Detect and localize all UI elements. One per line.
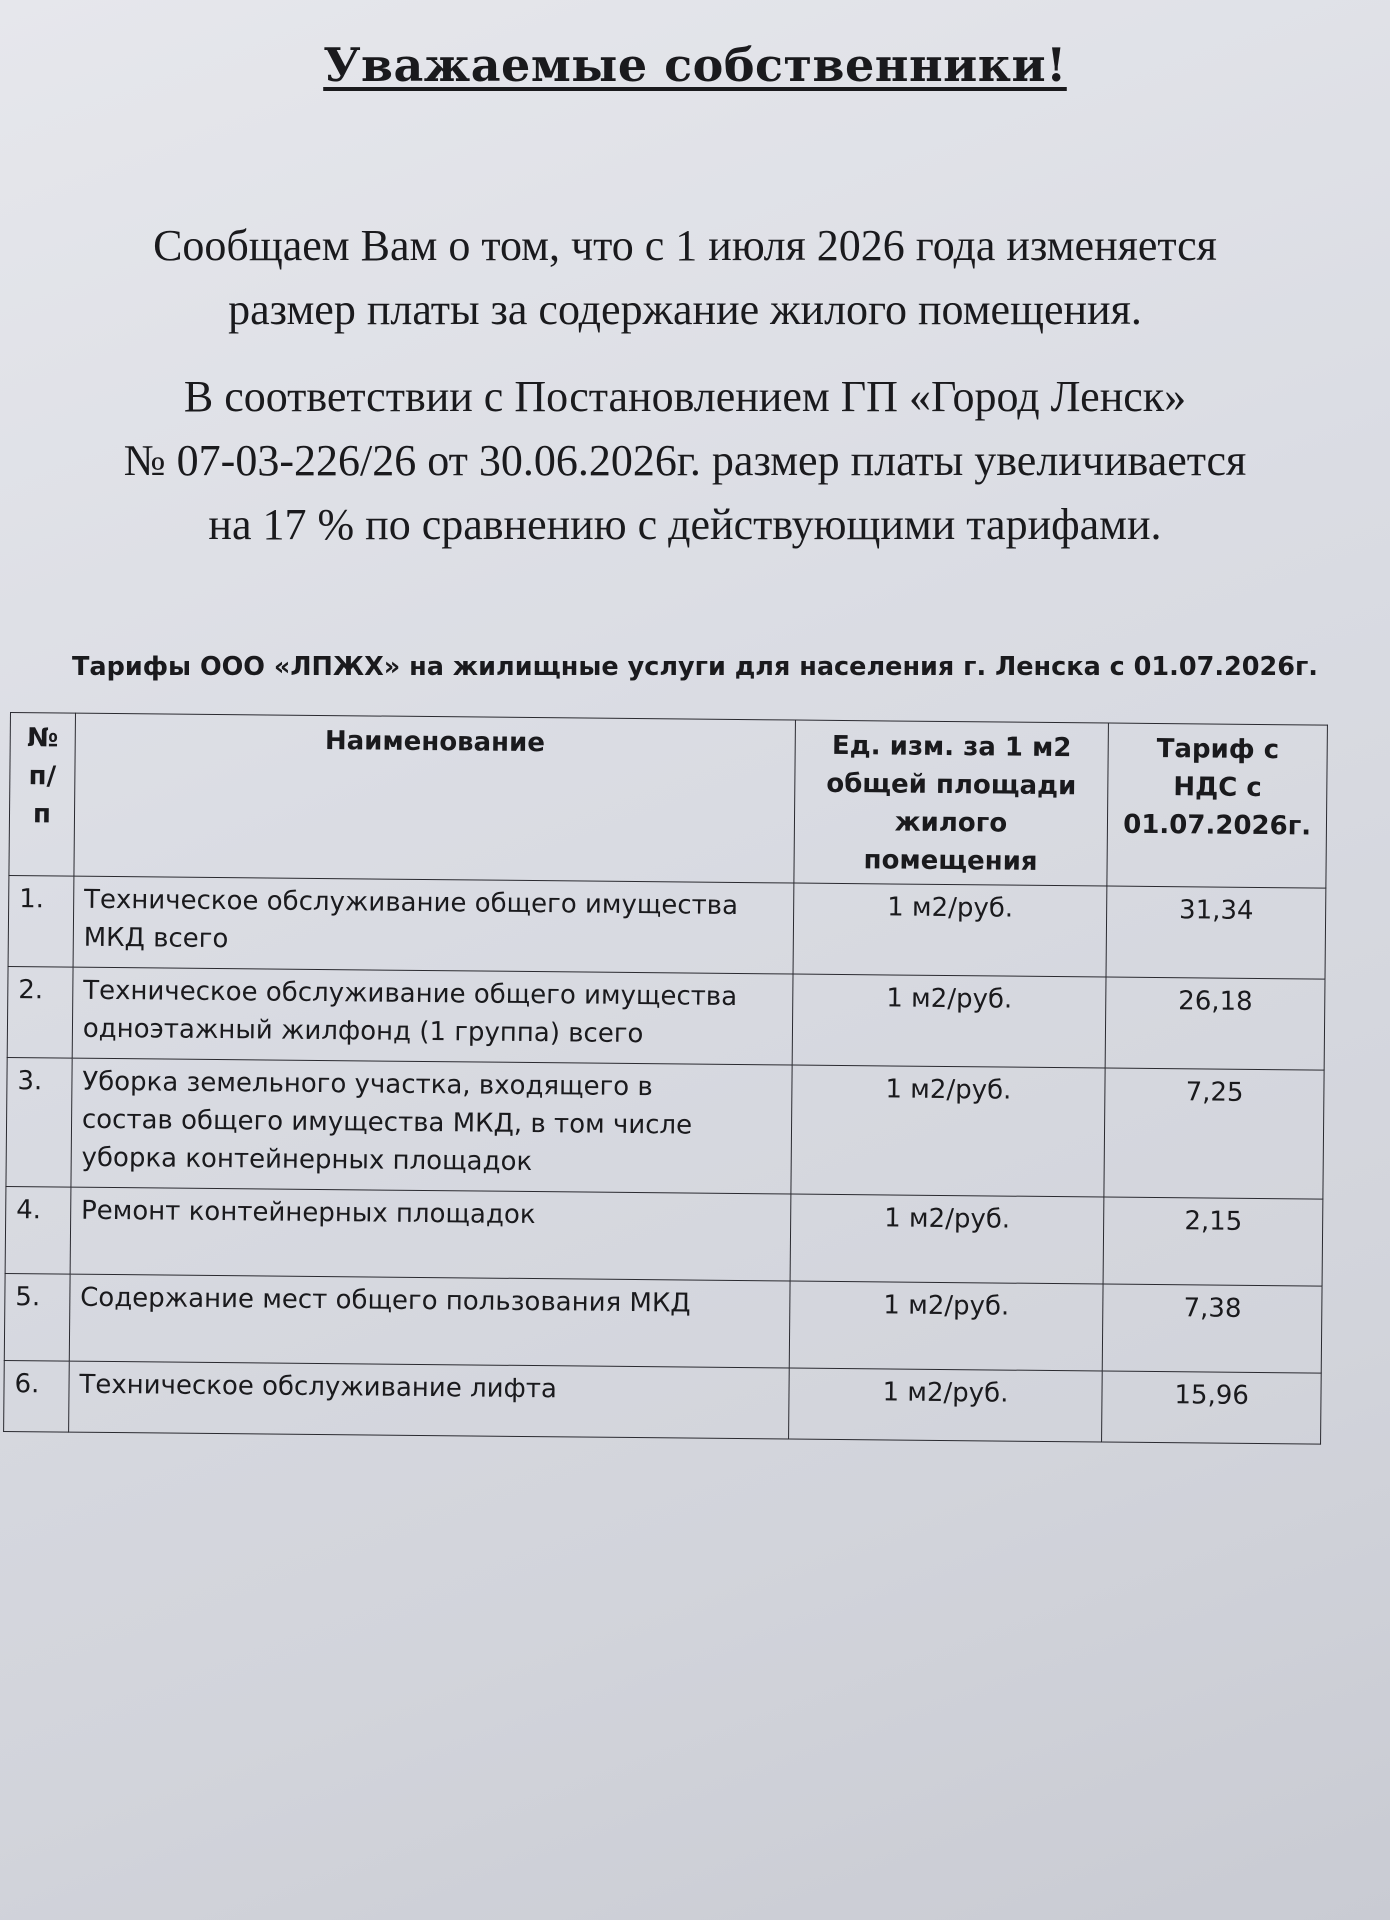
tariffs-table [3, 712, 1328, 1445]
paragraph-line: на 17 % по сравнению с действующими тарифами. [208, 500, 1162, 549]
row-name-text: Техническое обслуживание лифта [79, 1369, 557, 1405]
row-name-text: Уборка земельного участка, входящего в [82, 1066, 653, 1103]
row-unit: 1 м2/руб. [789, 1281, 1104, 1371]
header-text: общей площади [826, 768, 1077, 802]
row-unit: 1 м2/руб. [792, 974, 1107, 1068]
table-row [4, 1360, 1322, 1444]
paragraph-line: В соответствии с Постановлением ГП «Город Ленск» [183, 372, 1187, 421]
header-unit [793, 720, 1108, 886]
header-text: НДС с [1173, 772, 1262, 804]
header-text: № [26, 723, 59, 754]
row-number: 3. [6, 1057, 72, 1187]
row-tariff: 15,96 [1102, 1371, 1321, 1444]
row-tariff: 31,34 [1106, 886, 1325, 979]
row-name-text: Содержание мест общего пользования МКД [80, 1282, 691, 1319]
header-tariff [1107, 723, 1327, 888]
row-name [72, 967, 793, 1065]
row-name [68, 1361, 788, 1439]
row-tariff: 2,15 [1103, 1197, 1322, 1286]
paragraph-line: размер платы за содержание жилого помещения. [228, 285, 1142, 334]
notice-paragraph-resolution [40, 365, 1330, 557]
table-row [7, 966, 1325, 1070]
row-name-text: Ремонт контейнерных площадок [80, 1195, 536, 1231]
table-title: Тарифы ООО «ЛПЖХ» на жилищные услуги для населения г. Ленска с 01.07.2026г. [71, 652, 1318, 682]
paragraph-line: № 07-03-226/26 от 30.06.2026г. размер платы увеличивается [123, 436, 1247, 485]
row-name-text: Техническое обслуживание общего имущества [83, 884, 739, 921]
header-number [9, 713, 75, 877]
table-row [6, 1057, 1324, 1199]
header-text: Ед. изм. за 1 м2 [831, 730, 1072, 764]
paragraph-line: Сообщаем Вам о том, что с 1 июля 2026 года изменяется [153, 221, 1217, 270]
row-unit: 1 м2/руб. [788, 1368, 1102, 1442]
row-name-text: МКД всего [83, 922, 229, 955]
row-unit: 1 м2/руб. [790, 1194, 1105, 1284]
row-tariff: 7,38 [1103, 1284, 1322, 1373]
row-unit: 1 м2/руб. [793, 883, 1108, 977]
header-text: Тариф с [1156, 734, 1280, 766]
row-tariff: 7,25 [1104, 1068, 1324, 1199]
header-text: жилого [894, 807, 1008, 839]
row-name [73, 876, 794, 974]
row-name-text: уборка контейнерных площадок [81, 1142, 533, 1178]
row-tariff: 26,18 [1106, 977, 1325, 1070]
table-row [8, 875, 1326, 979]
header-text: помещения [863, 845, 1038, 877]
table-header-row [9, 713, 1328, 889]
header-text: Наименование [324, 726, 546, 759]
row-number: 5. [4, 1273, 70, 1361]
row-name [70, 1187, 791, 1281]
row-name [69, 1274, 790, 1368]
notice-paragraph-change [40, 214, 1330, 342]
row-unit: 1 м2/руб. [790, 1065, 1105, 1197]
row-name-text: состав общего имущества МКД, в том числе [81, 1104, 693, 1141]
table-row [5, 1186, 1323, 1286]
row-name-text: одноэтажный жилфонд (1 группа) всего [82, 1013, 644, 1050]
table-row [4, 1273, 1322, 1373]
row-name [71, 1058, 792, 1194]
row-number: 4. [5, 1186, 71, 1274]
row-name-text: Техническое обслуживание общего имущества [83, 975, 738, 1012]
notice-heading: Уважаемые собственники! [323, 38, 1067, 92]
header-name [74, 713, 795, 883]
row-number: 2. [7, 966, 73, 1058]
header-text: 01.07.2026г. [1123, 809, 1312, 842]
row-number: 1. [8, 875, 74, 967]
header-text: п/п [28, 761, 57, 830]
row-number: 6. [4, 1360, 70, 1432]
